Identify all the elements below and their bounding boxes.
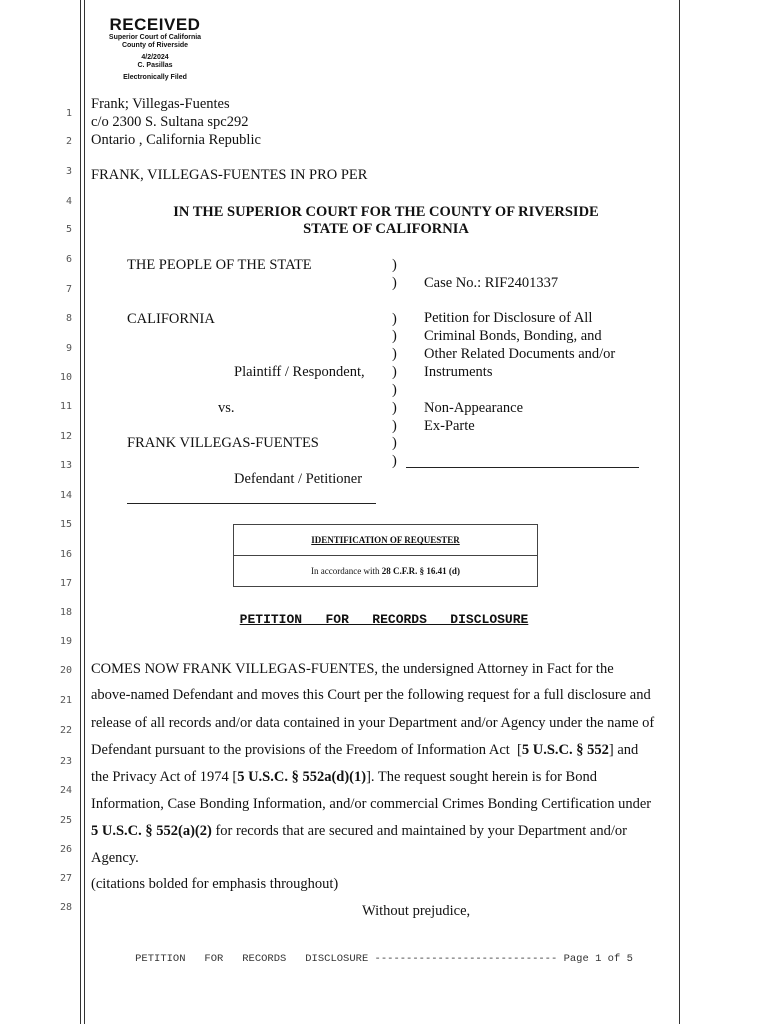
body-line-7b: for records that are secured and maintained by your Department and/or: [211, 823, 627, 839]
privacy-act-citation: 5 U.S.C. § 552a(d)(1): [237, 769, 367, 785]
stamp-clerk: C. Pasillas: [137, 62, 173, 69]
doc-title-line2: Criminal Bonds, Bonding, and: [424, 328, 602, 344]
pro-per-line: FRANK, VILLEGAS-FUENTES IN PRO PER: [91, 167, 368, 183]
identification-citation: 28 C.F.R. § 16.41 (d): [381, 566, 460, 576]
caption-paren: ): [392, 275, 397, 291]
line-number: 1: [65, 108, 72, 119]
left-margin-line-inner: [84, 0, 85, 1024]
body-line-4: [91, 741, 681, 759]
foia-citation: 5 U.S.C. § 552: [521, 742, 609, 758]
caption-paren: ): [392, 435, 397, 451]
line-number: 7: [65, 284, 72, 295]
caption-paren: ): [392, 346, 397, 362]
court-heading-line2: STATE OF CALIFORNIA: [303, 221, 469, 237]
identification-subtitle: [234, 556, 537, 586]
body-line-5a: the Privacy Act of 1974 [: [91, 769, 238, 785]
caption-paren: ): [392, 364, 397, 380]
stamp-county: County of Riverside: [121, 42, 189, 49]
line-number: 10: [59, 372, 72, 383]
doc-title-line4: Instruments: [424, 364, 493, 380]
line-number: 5: [65, 224, 72, 235]
body-line-1: COMES NOW FRANK VILLEGAS-FUENTES, the undersigned Attorney in Fact for the: [91, 661, 614, 677]
stamp-title: RECEIVED: [109, 15, 201, 34]
versus: vs.: [218, 400, 235, 416]
doc-title-line3: Other Related Documents and/or: [424, 346, 616, 362]
caption-paren: ): [392, 453, 397, 469]
filer-city: Ontario , California Republic: [91, 132, 261, 148]
line-number: 15: [59, 519, 72, 530]
line-number: 4: [65, 196, 72, 207]
line-number: 6: [65, 254, 72, 265]
section-552-citation: 5 U.S.C. § 552(a)(2): [91, 823, 212, 839]
line-number: 28: [59, 902, 72, 913]
body-line-4c: ] and: [608, 742, 639, 758]
plaintiff-name-line2: CALIFORNIA: [127, 311, 215, 327]
caption-paren: ): [392, 382, 397, 398]
line-number: 9: [65, 343, 72, 354]
right-margin-line: [679, 0, 680, 1024]
doc-title-line1: Petition for Disclosure of All: [424, 310, 593, 326]
line-number: 23: [59, 756, 72, 767]
line-number: 21: [59, 695, 72, 706]
court-heading-line1: IN THE SUPERIOR COURT FOR THE COUNTY OF RIVERSIDE: [173, 204, 599, 220]
line-number: 25: [59, 815, 72, 826]
body-line-6: Information, Case Bonding Information, and/or commercial Crimes Bonding Certification under: [91, 796, 652, 812]
line-number: 13: [59, 460, 72, 471]
line-number: 19: [59, 636, 72, 647]
filer-address: c/o 2300 S. Sultana spc292: [91, 114, 249, 130]
caption-right-rule: [406, 467, 639, 468]
filer-name: Frank; Villegas-Fuentes: [91, 96, 230, 112]
case-number: Case No.: RIF2401337: [424, 275, 559, 291]
left-margin-line-outer: [80, 0, 81, 1024]
line-number: 17: [59, 578, 72, 589]
line-number: 12: [59, 431, 72, 442]
line-number: 18: [59, 607, 72, 618]
line-number: 3: [65, 166, 72, 177]
caption-paren: ): [392, 400, 397, 416]
identification-sub-prefix: In accordance with: [311, 566, 382, 576]
body-line-3: release of all records and/or data contained in your Department and/or Agency under the name of: [91, 715, 655, 731]
received-stamp: [100, 16, 210, 82]
line-number: 26: [59, 844, 72, 855]
body-line-2: above-named Defendant and moves this Court per the following request for a full disclosure and: [91, 687, 651, 703]
line-number: 14: [59, 490, 72, 501]
line-number: 11: [59, 401, 72, 412]
line-number: 22: [59, 725, 72, 736]
stamp-date: 4/2/2024: [141, 54, 169, 61]
body-line-5c: ]. The request sought herein is for Bond: [366, 769, 597, 785]
caption-paren: ): [392, 418, 397, 434]
line-number: 20: [59, 665, 72, 676]
closing-without-prejudice: Without prejudice,: [362, 903, 471, 919]
body-line-8: Agency.: [91, 850, 139, 866]
identification-title: IDENTIFICATION OF REQUESTER: [234, 525, 537, 556]
body-line-4a: Defendant pursuant to the provisions of the Freedom of Information Act [: [91, 742, 522, 758]
body-line-5: [91, 768, 681, 786]
line-number: 24: [59, 785, 72, 796]
caption-paren: ): [392, 328, 397, 344]
identification-box: [233, 524, 538, 587]
line-number: 2: [65, 136, 72, 147]
stamp-filing: Electronically Filed: [123, 74, 187, 81]
caption-left-rule: [127, 503, 376, 504]
line-number: 27: [59, 873, 72, 884]
caption-paren: ): [392, 311, 397, 327]
line-number: 16: [59, 549, 72, 560]
page-footer: PETITION FOR RECORDS DISCLOSURE ----------------------------- Page 1 of 5: [135, 953, 633, 965]
non-appearance: Non-Appearance: [424, 400, 524, 416]
line-number: 8: [65, 313, 72, 324]
body-line-9: (citations bolded for emphasis throughout): [91, 876, 339, 892]
body-line-7: [91, 822, 681, 840]
petition-title: PETITION FOR RECORDS DISCLOSURE: [239, 612, 529, 627]
caption-paren: ): [392, 257, 397, 273]
ex-parte: Ex-Parte: [424, 418, 475, 434]
defendant-role: Defendant / Petitioner: [234, 471, 363, 487]
plaintiff-name-line1: THE PEOPLE OF THE STATE: [127, 257, 312, 273]
defendant-name: FRANK VILLEGAS-FUENTES: [127, 435, 319, 451]
plaintiff-role: Plaintiff / Respondent,: [234, 364, 365, 380]
stamp-court: Superior Court of California: [108, 34, 202, 41]
